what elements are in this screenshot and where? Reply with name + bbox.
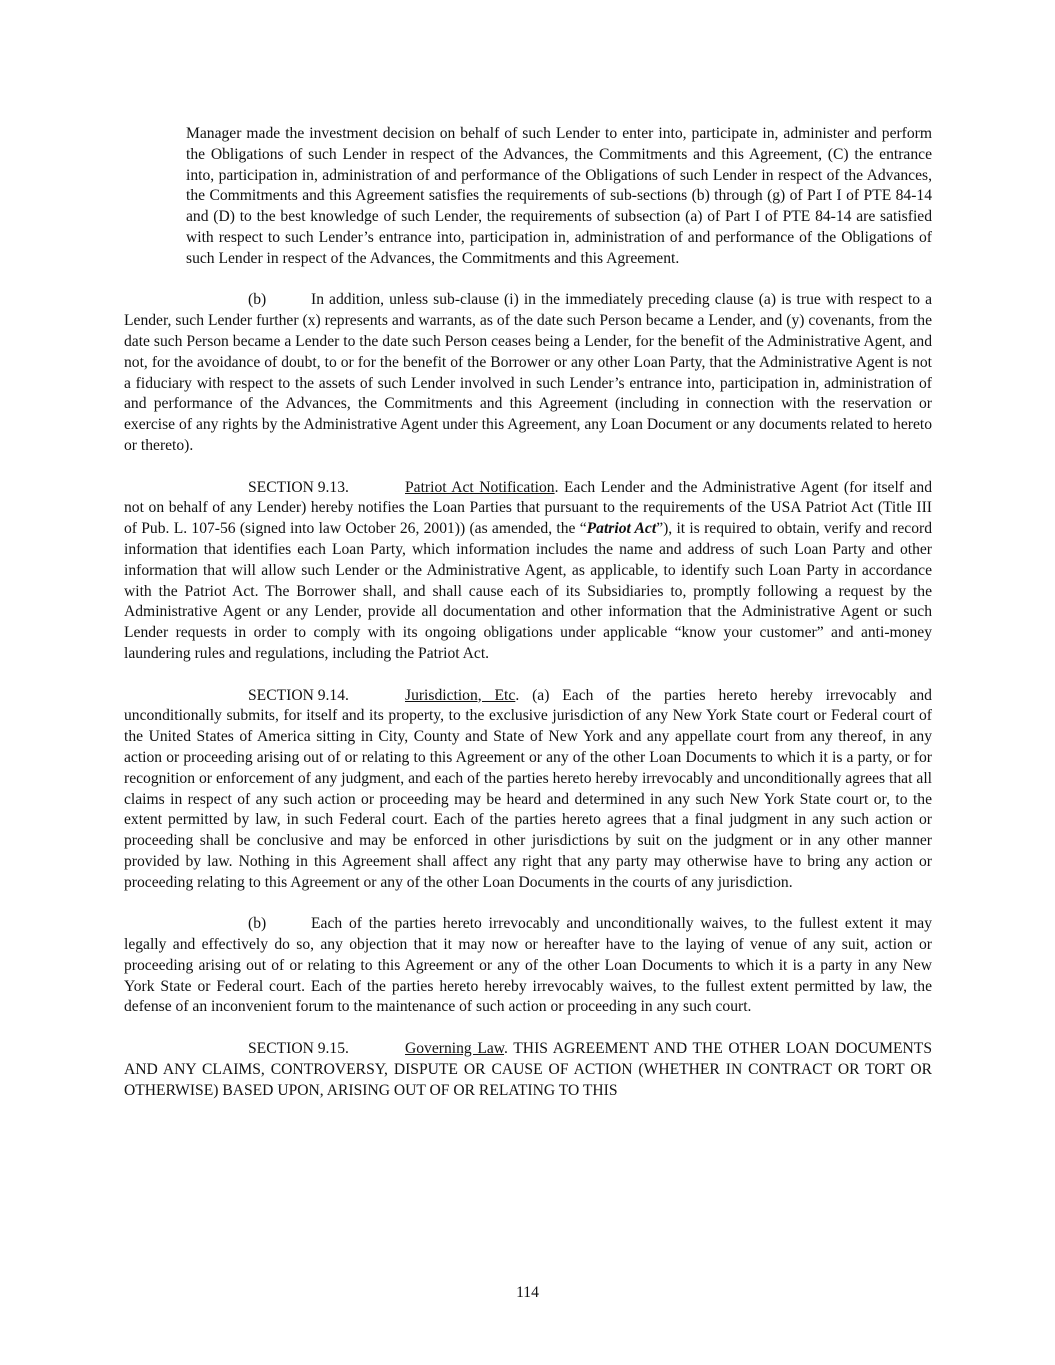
defined-term: Patriot Act: [586, 520, 657, 538]
clause-text: Each of the parties hereto irrevocably and unconditionally waives, to the fullest extent it may legally and effectively do so, any objection that it may now or hereafter have to the laying of venue of any suit, action or proceeding arising out of or relating to this Agreement or any of the other Loan Documents to which it is a party in any New York State or Federal court. Each of the parties hereto hereby irrevocably waives, to the fullest extent permitted by law, the defense of an inconvenient forum to the maintenance of such action or proceeding in any such court.: [124, 915, 932, 1016]
clause-label: (b): [248, 915, 267, 933]
document-page: [124, 124, 932, 1122]
continuation-paragraph: [186, 124, 932, 270]
section-heading: Patriot Act Notification: [405, 478, 555, 496]
clause-b-paragraph: [124, 290, 932, 456]
section-9-14-paragraph: [124, 686, 932, 894]
section-9-13-paragraph: [124, 478, 932, 665]
section-text: . Each Lender and the Administrative Agent (for itself and not on behalf of any Lender) hereby notifies the Loan Parties that pursuant to the requirements of the USA Patriot Act (Title III of Pub. L. 107-56 (signed into law October 26, 2001)) (as amended, the “: [124, 478, 932, 538]
section-heading: Jurisdiction, Etc: [405, 686, 516, 704]
clause-label: (b): [248, 291, 267, 309]
clause-text: In addition, unless sub-clause (i) in the immediately preceding clause (a) is true with respect to a Lender, such Lender further (x) represents and warrants, as of the date such Person became a Lender, and (y) covenants, from the date such Person became a Lender to the date such Person ceases being a Lender, for the benefit of the Administrative Agent, and not, for the avoidance of doubt, to or for the benefit of the Borrower or any other Loan Party, that the Administrative Agent is not a fiduciary with respect to the assets of such Lender involved in such Lender’s entrance into, participation in, administration of and performance of the Advances, the Commitments and this Agreement (including in connection with the reservation or exercise of any rights by the Administrative Agent under this Agreement, any Loan Document or any documents related to hereto or thereto).: [124, 291, 932, 454]
clause-b-jurisdiction-paragraph: [124, 914, 932, 1018]
section-text: . (a) Each of the parties hereto hereby irrevocably and unconditionally submits, for itself and its property, to the exclusive jurisdiction of any New York State court or Federal court of the United States of America sitting in City, County and State of New York and any appellate court from any thereof, in any action or proceeding arising out of or relating to this Agreement or any of the other Loan Documents to which it is a party, or for recognition or enforcement of any judgment, and each of the parties hereto hereby irrevocably and unconditionally agrees that all claims in respect of any such action or proceeding may be heard and determined in any such New York State court or, to the extent permitted by law, in such Federal court. Each of the parties hereto agrees that a final judgment in any such action or proceeding shall be conclusive and may be enforced in other jurisdictions by suit on the judgment or in any other manner provided by law. Nothing in this Agreement shall affect any right that any party may otherwise have to bring any action or proceeding relating to this Agreement or any of the other Loan Documents in the courts of any jurisdiction.: [124, 686, 932, 891]
section-number: SECTION 9.14.: [248, 686, 349, 704]
section-9-15-paragraph: [124, 1039, 932, 1101]
section-text: . THIS AGREEMENT AND THE OTHER LOAN DOCUMENTS AND ANY CLAIMS, CONTROVERSY, DISPUTE OR CAUSE OF ACTION (WHETHER IN CONTRACT OR TORT OR OTHERWISE) BASED UPON, ARISING OUT OF OR RELATING TO THIS: [124, 1040, 932, 1099]
section-heading: Governing Law: [405, 1040, 505, 1058]
page-number: 114: [516, 1284, 539, 1301]
section-text-continued: ”), it is required to obtain, verify and record information that identifies each Loan Party, which information includes the name and address of such Loan Party and other information that will allow such Lender or the Administrative Agent, as applicable, to identify such Loan Party in accordance with the Patriot Act. The Borrower shall, and shall cause each of its Subsidiaries to, promptly following a request by the Administrative Agent or any Lender, provide all documentation and other information that the Administrative Agent or such Lender requests in order to comply with its ongoing obligations under applicable “know your customer” and anti-money laundering rules and regulations, including the Patriot Act.: [124, 520, 932, 662]
section-number: SECTION 9.13.: [248, 478, 349, 496]
section-number: SECTION 9.15.: [248, 1040, 349, 1058]
continuation-text: Manager made the investment decision on behalf of such Lender to enter into, participate in, administer and perform the Obligations of such Lender in respect of the Advances, the Commitments and this Agreement, (C) the entrance into, participation in, administration of and performance of the Obligations of such Lender in respect of the Advances, the Commitments and this Agreement satisfies the requirements of sub-sections (b) through (g) of Part I of PTE 84-14 and (D) to the best knowledge of such Lender, the requirements of subsection (a) of Part I of PTE 84-14 are satisfied with respect to such Lender’s entrance into, participation in, administration of and performance of the Obligations of such Lender in respect of the Advances, the Commitments and this Agreement.: [186, 125, 932, 267]
